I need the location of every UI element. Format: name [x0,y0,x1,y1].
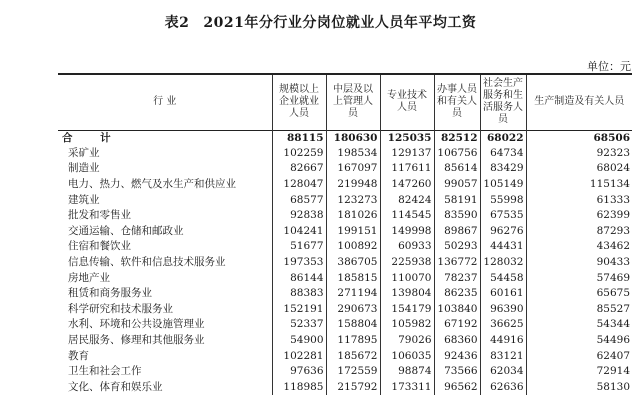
industry-cell: 采矿业 [68,146,100,159]
all-employees-cell: 128047 [272,177,326,193]
managers-cell: 117895 [326,333,380,349]
all-employees-cell: 86144 [272,270,326,286]
table-row [58,208,632,224]
clerks-cell: 103840 [434,302,480,318]
all-employees-cell: 92838 [272,208,326,224]
table-row [58,224,632,240]
header-production-workers: 生产制造及有关人员 [526,74,632,130]
industry-cell: 电力、热力、燃气及水生产和供应业 [68,178,236,191]
service-workers-cell: 96390 [480,302,526,318]
all-employees-cell: 82667 [272,161,326,177]
industry-cell: 卫生和社会工作 [68,365,142,378]
industry-cell: 合 计 [62,131,123,144]
industry-cell: 居民服务、修理和其他服务业 [68,334,205,347]
production-workers-cell: 54344 [526,317,632,333]
industry-cell: 科学研究和技术服务业 [68,302,173,315]
managers-cell: 290673 [326,302,380,318]
table-row [58,161,632,177]
table-row [58,302,632,318]
managers-cell: 199151 [326,224,380,240]
table-row [58,333,632,349]
table-number: 表2 [164,15,190,31]
professionals-cell: 125035 [380,130,434,146]
service-workers-cell: 54458 [480,270,526,286]
production-workers-cell: 115134 [526,177,632,193]
managers-cell: 185815 [326,270,380,286]
unit-label: 单位：元 [587,60,631,73]
production-workers-cell: 68506 [526,130,632,146]
service-workers-cell: 64734 [480,146,526,162]
professionals-cell: 60933 [380,239,434,255]
all-employees-cell: 97636 [272,364,326,380]
professionals-cell: 114545 [380,208,434,224]
production-workers-cell: 68024 [526,161,632,177]
professionals-cell: 105982 [380,317,434,333]
clerks-cell: 58191 [434,192,480,208]
service-workers-cell: 60161 [480,286,526,302]
managers-cell: 215792 [326,380,380,396]
table-body [58,130,632,395]
clerks-cell: 106756 [434,146,480,162]
professionals-cell: 139804 [380,286,434,302]
professionals-cell: 82424 [380,192,434,208]
service-workers-cell: 62636 [480,380,526,396]
production-workers-cell: 90433 [526,255,632,271]
managers-cell: 158804 [326,317,380,333]
professionals-cell: 110070 [380,270,434,286]
production-workers-cell: 87293 [526,224,632,240]
production-workers-cell: 54496 [526,333,632,349]
table-header [58,74,632,130]
industry-cell: 文化、体育和娱乐业 [68,380,163,393]
production-workers-cell: 62407 [526,348,632,364]
table-row [58,146,632,162]
table-row [58,380,632,396]
production-workers-cell: 58130 [526,380,632,396]
total-row [58,130,632,146]
professionals-cell: 79026 [380,333,434,349]
all-employees-cell: 197353 [272,255,326,271]
all-employees-cell: 68577 [272,192,326,208]
professionals-cell: 225938 [380,255,434,271]
table-row [58,364,632,380]
industry-cell: 房地产业 [68,271,110,284]
header-managers: 中层及以上管理人员 [326,74,380,130]
table-row [58,348,632,364]
industry-cell: 水利、环境和公共设施管理业 [68,318,205,331]
production-workers-cell: 61333 [526,192,632,208]
professionals-cell: 117611 [380,161,434,177]
table-row [58,286,632,302]
clerks-cell: 89867 [434,224,480,240]
clerks-cell: 50293 [434,239,480,255]
table-row [58,192,632,208]
header-row [58,74,632,130]
service-workers-cell: 67535 [480,208,526,224]
managers-cell: 185672 [326,348,380,364]
production-workers-cell: 72914 [526,364,632,380]
service-workers-cell: 83429 [480,161,526,177]
all-employees-cell: 102281 [272,348,326,364]
clerks-cell: 67192 [434,317,480,333]
service-workers-cell: 36625 [480,317,526,333]
managers-cell: 100892 [326,239,380,255]
managers-cell: 123273 [326,192,380,208]
header-service-workers: 社会生产服务和生活服务人员 [480,74,526,130]
professionals-cell: 154179 [380,302,434,318]
professionals-cell: 106035 [380,348,434,364]
header-industry: 行 业 [153,96,177,108]
professionals-cell: 149998 [380,224,434,240]
service-workers-cell: 44916 [480,333,526,349]
clerks-cell: 83590 [434,208,480,224]
clerks-cell: 86235 [434,286,480,302]
service-workers-cell: 128032 [480,255,526,271]
managers-cell: 167097 [326,161,380,177]
managers-cell: 271194 [326,286,380,302]
service-workers-cell: 68022 [480,130,526,146]
professionals-cell: 173311 [380,380,434,396]
service-workers-cell: 55998 [480,192,526,208]
all-employees-cell: 88115 [272,130,326,146]
service-workers-cell: 62034 [480,364,526,380]
service-workers-cell: 44431 [480,239,526,255]
managers-cell: 172559 [326,364,380,380]
managers-cell: 181026 [326,208,380,224]
service-workers-cell: 105149 [480,177,526,193]
table-title-text: 2021年分行业分岗位就业人员年平均工资 [203,15,477,31]
clerks-cell: 73566 [434,364,480,380]
production-workers-cell: 43462 [526,239,632,255]
professionals-cell: 147260 [380,177,434,193]
all-employees-cell: 52337 [272,317,326,333]
clerks-cell: 68360 [434,333,480,349]
clerks-cell: 78237 [434,270,480,286]
clerks-cell: 136772 [434,255,480,271]
table-row [58,317,632,333]
table-row [58,255,632,271]
service-workers-cell: 96276 [480,224,526,240]
table-row [58,239,632,255]
all-employees-cell: 102259 [272,146,326,162]
table-row [58,177,632,193]
industry-cell: 制造业 [68,162,100,175]
managers-cell: 219948 [326,177,380,193]
professionals-cell: 129137 [380,146,434,162]
industry-cell: 信息传输、软件和信息技术服务业 [68,256,226,269]
production-workers-cell: 85527 [526,302,632,318]
wage-table [58,73,632,395]
clerks-cell: 96562 [434,380,480,396]
all-employees-cell: 118985 [272,380,326,396]
professionals-cell: 98874 [380,364,434,380]
managers-cell: 180630 [326,130,380,146]
industry-cell: 建筑业 [68,193,100,206]
production-workers-cell: 92323 [526,146,632,162]
service-workers-cell: 83121 [480,348,526,364]
header-clerks: 办事人员和有关人员 [434,74,480,130]
production-workers-cell: 62399 [526,208,632,224]
table-title [0,12,641,32]
all-employees-cell: 54900 [272,333,326,349]
clerks-cell: 85614 [434,161,480,177]
industry-cell: 交通运输、仓储和邮政业 [68,224,184,237]
all-employees-cell: 152191 [272,302,326,318]
all-employees-cell: 51677 [272,239,326,255]
clerks-cell: 82512 [434,130,480,146]
production-workers-cell: 57469 [526,270,632,286]
clerks-cell: 92436 [434,348,480,364]
managers-cell: 198534 [326,146,380,162]
table-row [58,270,632,286]
industry-cell: 批发和零售业 [68,209,131,222]
production-workers-cell: 65675 [526,286,632,302]
industry-cell: 租赁和商务服务业 [68,287,152,300]
header-professionals: 专业技术人员 [380,74,434,130]
all-employees-cell: 104241 [272,224,326,240]
all-employees-cell: 88383 [272,286,326,302]
managers-cell: 386705 [326,255,380,271]
header-all-employees: 规模以上企业就业人员 [272,74,326,130]
clerks-cell: 99057 [434,177,480,193]
industry-cell: 教育 [68,349,89,362]
industry-cell: 住宿和餐饮业 [68,240,131,253]
